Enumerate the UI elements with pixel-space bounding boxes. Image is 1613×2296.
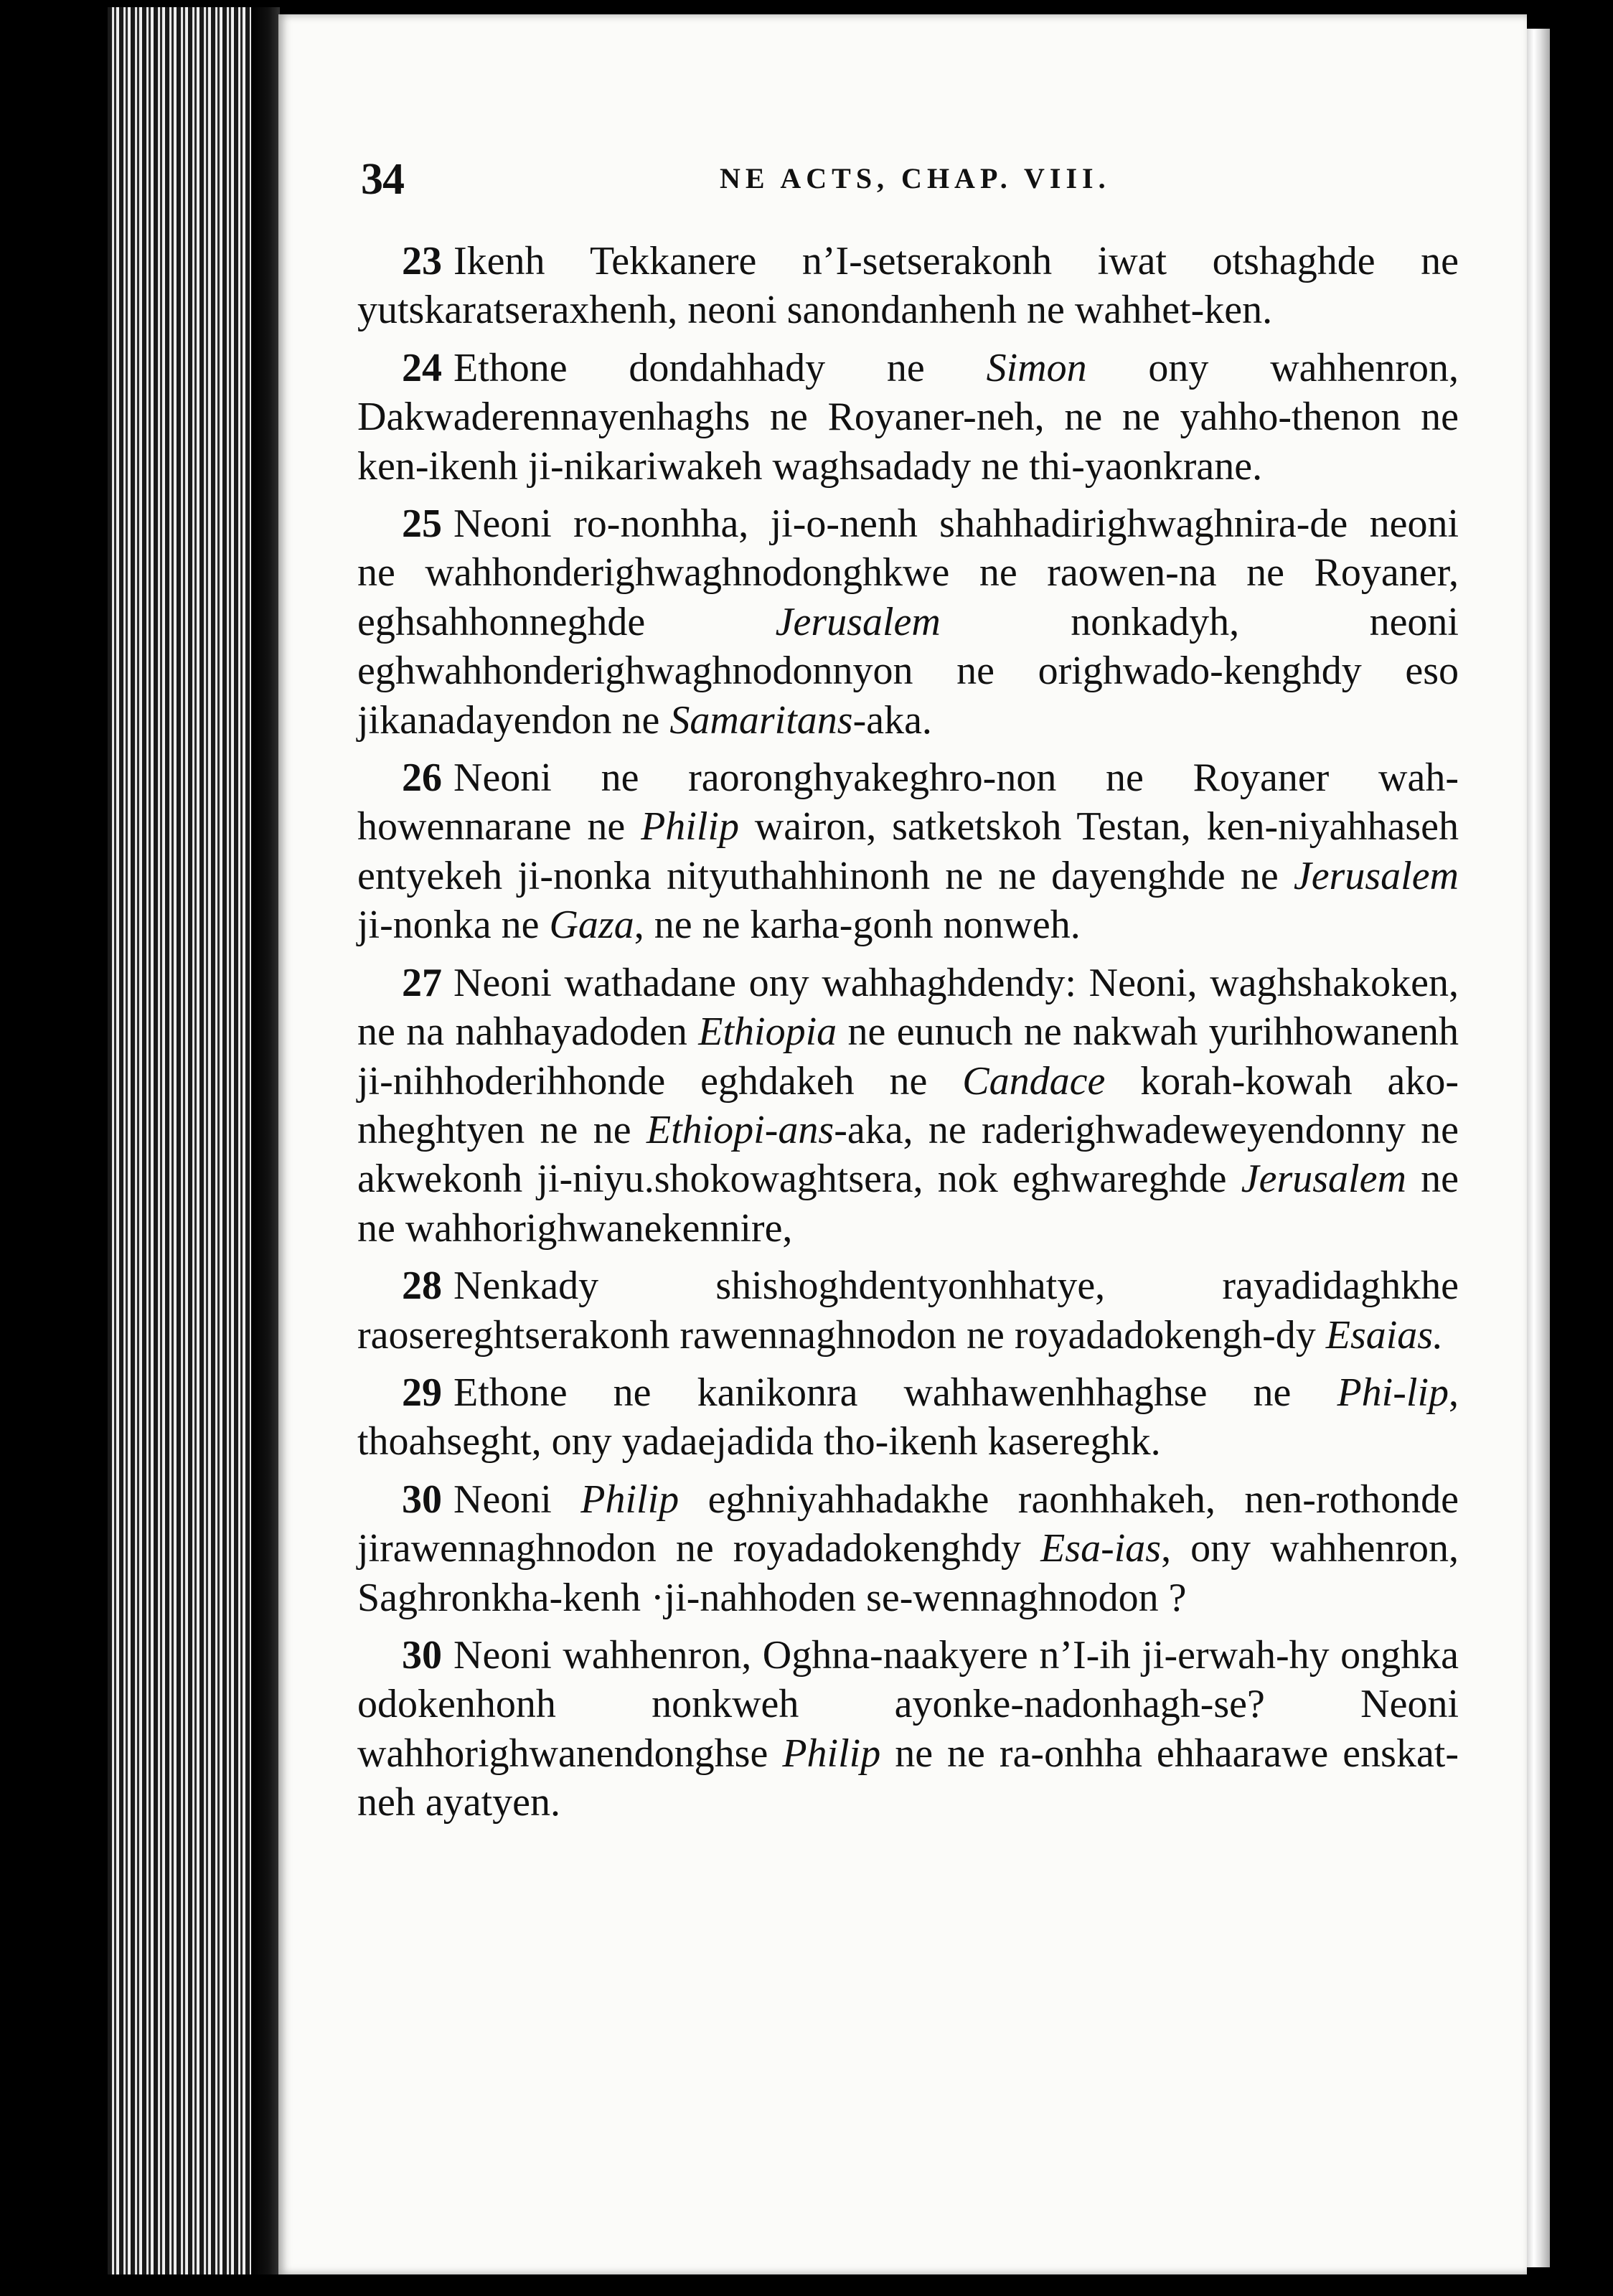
verse-number: 26 — [402, 756, 442, 801]
verse — [357, 959, 1459, 1253]
verse-text: Nenkady shishoghdentyonhhatye, rayadidaghkhe raosereghtserakonh rawennaghnodon ne royadadokengh-dy — [357, 1264, 1459, 1358]
verse-text: Neoni wathadane ony wahhaghdendy: Neoni, waghshakoken, ne na nahhayadoden — [357, 960, 1459, 1055]
italic-name: Philip — [641, 804, 739, 850]
verse-number: 23 — [402, 239, 442, 283]
verse — [357, 1261, 1459, 1360]
verse-text: ony wahhenron, Dakwaderennayenhaghs ne Royaner-neh, ne ne yahho-thenon ne ken-ikenh ji-nikariwakeh waghsadady ne thi-yaonkrane. — [357, 345, 1459, 489]
italic-name: Ethiopi-ans — [646, 1107, 834, 1152]
verse-text: Neoni ne raoronghyakeghro-non ne Royaner wah-howennarane ne — [357, 756, 1459, 850]
verse-text: ne eunuch ne nakwah yurihhowanenh ji-nihhoderihhonde eghdakeh ne — [357, 1010, 1459, 1104]
verse-text: -aka, ne raderighwadeweyendonny ne akwekonh ji-niyu.shokowaghtsera, nok eghwareghde — [357, 1107, 1459, 1202]
verse-number: 30 — [402, 1477, 442, 1522]
italic-name: Candace — [962, 1058, 1106, 1104]
verse-text: ne ne ra-onhha ehhaarawe enskat-neh ayatyen. — [357, 1731, 1459, 1825]
verse-text: Neoni wahhenron, Oghna-naakyere n’I-ih ji-erwah-hy onghka odokenhonh nonkweh ayonke-nadonhagh-se? Neoni wahhorighwanendonghse — [357, 1632, 1459, 1776]
verse-text: korah-kowah ako-nheghtyen ne ne — [357, 1058, 1459, 1152]
verse-text: nonkadyh, neoni eghwahhonderighwaghnodonnyon ne orighwado-kenghdy eso jikanadayendon ne — [357, 599, 1459, 743]
right-page-edge — [1527, 29, 1550, 2267]
right-background — [1550, 0, 1613, 2296]
verse-number: 29 — [402, 1370, 442, 1415]
book-spine-shadow — [0, 0, 108, 2296]
verse-text: -aka. — [852, 697, 932, 743]
italic-name: Philip — [782, 1731, 881, 1776]
verse-text: , ne ne karha-gonh nonweh. — [634, 903, 1081, 948]
verse — [357, 237, 1459, 335]
page-edges — [108, 7, 280, 2274]
verse — [357, 1475, 1459, 1622]
verse-text: Ethone ne kanikonra wahhawenhhaghse ne — [453, 1370, 1337, 1415]
italic-name: Samaritans — [669, 697, 853, 743]
verse-text: Neoni ro-nonhha, ji-o-nenh shahhadirighwaghnira-de neoni ne wahhonderighwaghnodonghkwe ne raowen-na ne Royaner, eghsahhonneghde — [357, 502, 1459, 644]
verse-text-block — [357, 237, 1459, 1836]
verse-text: Ikenh Tekkanere n’I-setserakonh iwat otshaghde ne yutskaratseraxhenh, neoni sanondanhenh ne wahhet-ken. — [357, 239, 1459, 333]
italic-name: Jerusalem — [1293, 853, 1459, 898]
verse-text: ji-nonka ne — [357, 903, 550, 948]
verse-text: wairon, satketskoh Testan, ken-niyahhaseh entyekeh ji-nonka nityuthahhinonh ne ne dayenghde ne — [357, 804, 1459, 898]
verse-number: 27 — [402, 960, 442, 1005]
chapter-title: NE ACTS, CHAP. VIII. — [720, 162, 1111, 194]
verse-text: Ethone dondahhady ne — [453, 345, 987, 390]
italic-name: Ethiopia — [698, 1010, 837, 1055]
verse-text: , ony wahhenron, Saghronkha-kenh ·ji-nahhoden se-wennaghnodon ? — [357, 1526, 1459, 1620]
verse-text: , thoahseght, ony yadaejadida tho-ikenh kasereghk. — [357, 1370, 1459, 1464]
italic-name: Simon — [986, 345, 1087, 390]
verse — [357, 753, 1459, 950]
italic-name: Esa-ias — [1040, 1526, 1162, 1571]
verse-number: 25 — [402, 502, 442, 547]
italic-name: Jerusalem — [775, 599, 941, 644]
italic-name: Gaza — [549, 903, 634, 948]
verse — [357, 499, 1459, 745]
verse — [357, 1368, 1459, 1467]
verse-number: 28 — [402, 1264, 442, 1309]
running-head — [361, 154, 1473, 204]
book-page — [278, 14, 1527, 2274]
verse — [357, 344, 1459, 491]
verse-number: 24 — [402, 345, 442, 390]
italic-name: Philip — [580, 1477, 679, 1522]
italic-name: Esaias. — [1325, 1312, 1444, 1358]
page-number: 34 — [361, 155, 404, 204]
verse-text: Neoni — [453, 1477, 581, 1522]
verse-text: eghniyahhadakhe raonhhakeh, nen-rothonde jirawennaghnodon ne royadadokenghdy — [357, 1477, 1459, 1571]
verse-number: 30 — [402, 1632, 442, 1678]
italic-name: Jerusalem — [1241, 1157, 1406, 1202]
verse — [357, 1631, 1459, 1827]
italic-name: Phi-lip — [1337, 1370, 1449, 1415]
verse-text: ne ne wahhorighwanekennire, — [357, 1157, 1459, 1251]
